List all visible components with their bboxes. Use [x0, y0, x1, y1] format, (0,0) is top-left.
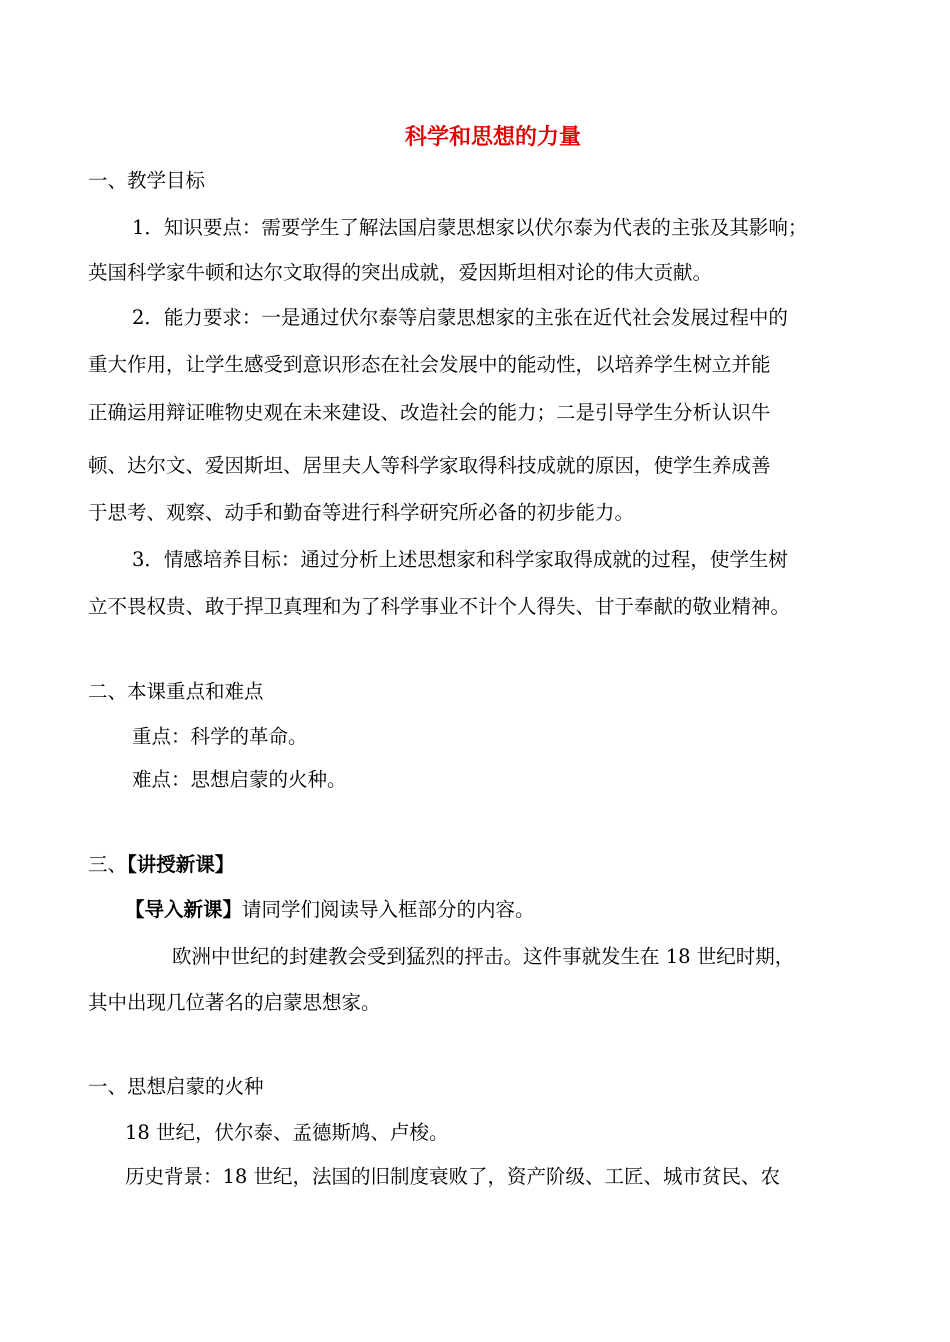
paragraph-line: 18 世纪，伏尔泰、孟德斯鸠、卢梭。 — [125, 1121, 449, 1144]
paragraph-line: 于思考、观察、动手和勤奋等进行科学研究所必备的初步能力。 — [88, 501, 635, 524]
key-point: 重点：科学的革命。 — [132, 725, 308, 748]
document-title: 科学和思想的力量 — [404, 125, 581, 150]
paragraph-line: 欧洲中世纪的封建教会受到猛烈的抨击。这件事就发生在 18 世纪时期， — [172, 945, 795, 968]
paragraph-line: 历史背景：18 世纪，法国的旧制度衰败了，资产阶级、工匠、城市贫民、农 — [125, 1165, 781, 1188]
section-heading-objectives: 一、教学目标 — [88, 169, 206, 192]
paragraph-line: 3．情感培养目标：通过分析上述思想家和科学家取得成就的过程，使学生树 — [132, 548, 788, 571]
intro-text: 请同学们阅读导入框部分的内容。 — [242, 898, 535, 921]
paragraph-line: 重大作用，让学生感受到意识形态在社会发展中的能动性，以培养学生树立并能 — [88, 353, 771, 376]
paragraph-line: 英国科学家牛顿和达尔文取得的突出成就，爱因斯坦相对论的伟大贡献。 — [88, 261, 713, 284]
section-heading-enlightenment: 一、思想启蒙的火种 — [88, 1075, 264, 1098]
difficult-point: 难点：思想启蒙的火种。 — [132, 768, 347, 791]
paragraph-line: 1．知识要点：需要学生了解法国启蒙思想家以伏尔泰为代表的主张及其影响； — [132, 216, 808, 239]
paragraph-line: 其中出现几位著名的启蒙思想家。 — [88, 991, 381, 1014]
heading-prefix: 三、 — [88, 853, 128, 876]
intro-label: 【导入新课】 — [125, 898, 243, 921]
paragraph-line: 2．能力要求：一是通过伏尔泰等启蒙思想家的主张在近代社会发展过程中的 — [132, 306, 788, 329]
paragraph-line: 正确运用辩证唯物史观在未来建设、改造社会的能力；二是引导学生分析认识牛 — [88, 401, 771, 424]
section-heading-new-lesson — [88, 850, 234, 880]
paragraph-line: 立不畏权贵、敢于捍卫真理和为了科学事业不计个人得失、甘于奉献的敬业精神。 — [88, 595, 791, 618]
paragraph-line: 顿、达尔文、爱因斯坦、居里夫人等科学家取得科技成就的原因，使学生养成善 — [88, 454, 771, 477]
section-heading-key-points: 二、本课重点和难点 — [88, 680, 264, 703]
heading-bold: 【讲授新课】 — [127, 853, 235, 876]
intro-line — [125, 895, 535, 925]
